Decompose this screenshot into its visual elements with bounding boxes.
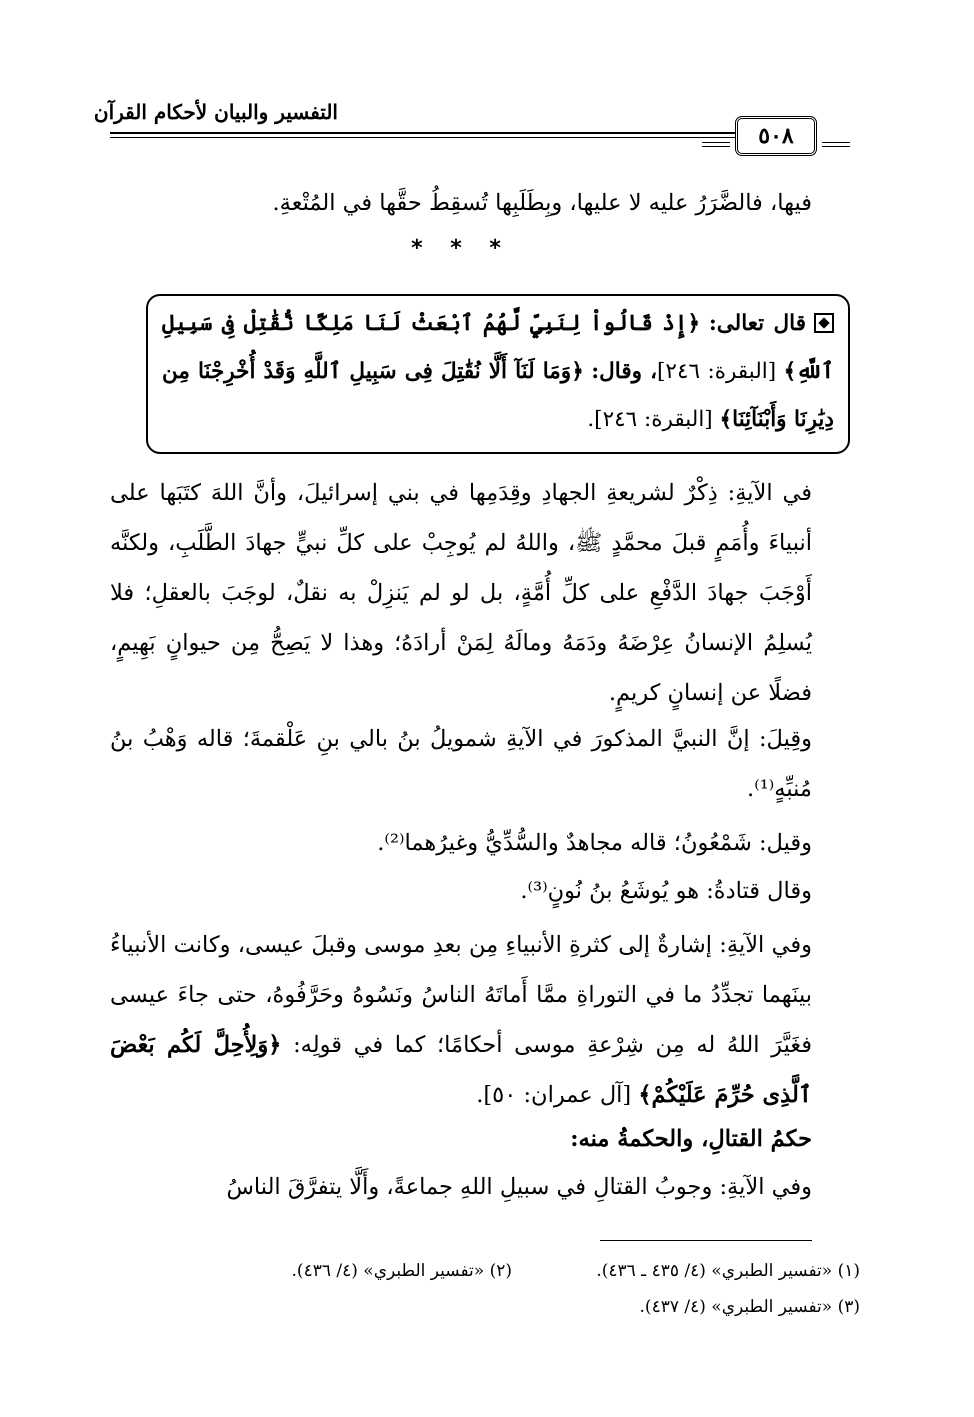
header-dash-right <box>822 142 850 147</box>
footnote-1: (١) «تفسير الطبري» (٤/ ٤٣٥ ـ ٤٣٦). <box>596 1261 860 1281</box>
footnote-3: (٣) «تفسير الطبري» (٤/ ٤٣٧). <box>639 1297 860 1317</box>
paragraph-5-text: وفي الآيةِ: إشارةٌ إلى كثرةِ الأنبياءِ مِن بعدِ موسى وقبلَ عيسى، وكانت الأنبياءُ بينَهما تجدِّدُ ما في التوراةِ ممَّا أَماتَهُ الناسُ ونَسُوهُ وحَرَّفُوهُ، حتى جاءَ عيسى فغَيَّرَ اللهُ له مِن شِرْعةِ موسى أحكامًا؛ كما في قولِه: <box>110 932 812 1058</box>
paragraph-1: في الآيةِ: ذِكْرٌ لشريعةِ الجهادِ وقِدَمِها في بني إسرائيلَ، وأنَّ اللهَ كتَبَها على أنبياءَ وأُمَمٍ قبلَ محمَّدٍ ﷺ، واللهُ لم يُوجِبْ على كلِّ نبيٍّ جهادَ الطَّلَبِ، ولكنَّه أَوْجَبَ جهادَ الدَّفْعِ على كلِّ أُمَّةٍ، بل لو لم يَنزِلْ به نقلٌ، لوجَبَ بالعقلِ؛ فلا يُسلِمُ الإنسانُ عِرْضَهُ ودَمَهُ ومالَهُ لِمَنْ أرادَهُ؛ وهذا لا يَصِحُّ مِن حيوانٍ بَهِيمٍ، فضلًا عن إنسانٍ كريمٍ. <box>110 480 812 706</box>
section-heading: حكمُ القتالِ، والحكمةُ منه: <box>570 1126 812 1152</box>
quran-verse-1: ﴿إِذْ قَالُواْ لِنَبِيٍّ لَّهُمُ ٱبْعَثْ لَنَا مَلِكًا نُّقَٰتِلْ فِى سَبِيلِ ٱللَّهِ﴾ <box>162 311 834 384</box>
paragraph-5 <box>110 920 812 1120</box>
ornament-icon <box>814 313 834 333</box>
footnote-2: (٢) «تفسير الطبري» (٤/ ٤٣٦). <box>291 1261 512 1281</box>
book-title: التفسير والبيان لأحكام القرآن <box>93 100 338 124</box>
quran-verse-2: ﴿وَمَا لَنَآ أَلَّا نُقَٰتِلَ فِى سَبِيلِ ٱللَّهِ وَقَدْ أُخْرِجْنَا مِن دِيَٰرِنَا وَأَبْنَآئِنَا﴾ <box>162 359 834 432</box>
verse-reference-1: [البقرة: ٢٤٦] <box>657 359 777 384</box>
page-number: ٥٠٨ <box>735 116 817 156</box>
verse-lead: قال تعالى: <box>708 311 806 336</box>
footnote-rule <box>600 1240 812 1241</box>
paragraph-2: وقِيلَ: إنَّ النبيَّ المذكورَ في الآيةِ شمويلُ بنُ بالي بنِ عَلْقمةَ؛ قاله وَهْبُ بنُ مُنبِّهٍ⁽¹⁾. <box>110 726 812 802</box>
verse-box <box>146 294 850 454</box>
paragraph-4: وقال قتادةُ: هو يُوشَعُ بنُ نُونٍ⁽³⁾. <box>520 878 812 904</box>
verse-box-text <box>148 296 848 444</box>
verse-reference-3: [آل عمران: ٥٠]. <box>476 1082 632 1108</box>
header-rule <box>110 132 755 138</box>
section-separator: * * * <box>411 236 511 261</box>
paragraph-3: وقيل: شَمْعُونُ؛ قاله مجاهدٌ والسُّدِّيُّ وغيرُهما⁽²⁾. <box>377 830 812 856</box>
intro-line: فيها، فالضَّرَرُ عليه لا عليها، وبِطَلَبِها تُسقِطُ حقَّها في المُتْعةِ. <box>272 190 812 216</box>
header-dash-left <box>702 142 730 147</box>
paragraph-6: وفي الآيةِ: وجوبُ القتالِ في سبيلِ اللهِ جماعةً، وأَلَّا يتفرَّقَ الناسُ <box>226 1174 812 1200</box>
quran-verse-3: ﴿وَلِأُحِلَّ لَكُم بَعْضَ ٱلَّذِى حُرِّمَ عَلَيْكُمْ﴾ <box>110 1032 812 1108</box>
verse-reference-2: [البقرة: ٢٤٦]. <box>587 407 713 432</box>
verse-connector: ، وقال: <box>591 359 658 384</box>
